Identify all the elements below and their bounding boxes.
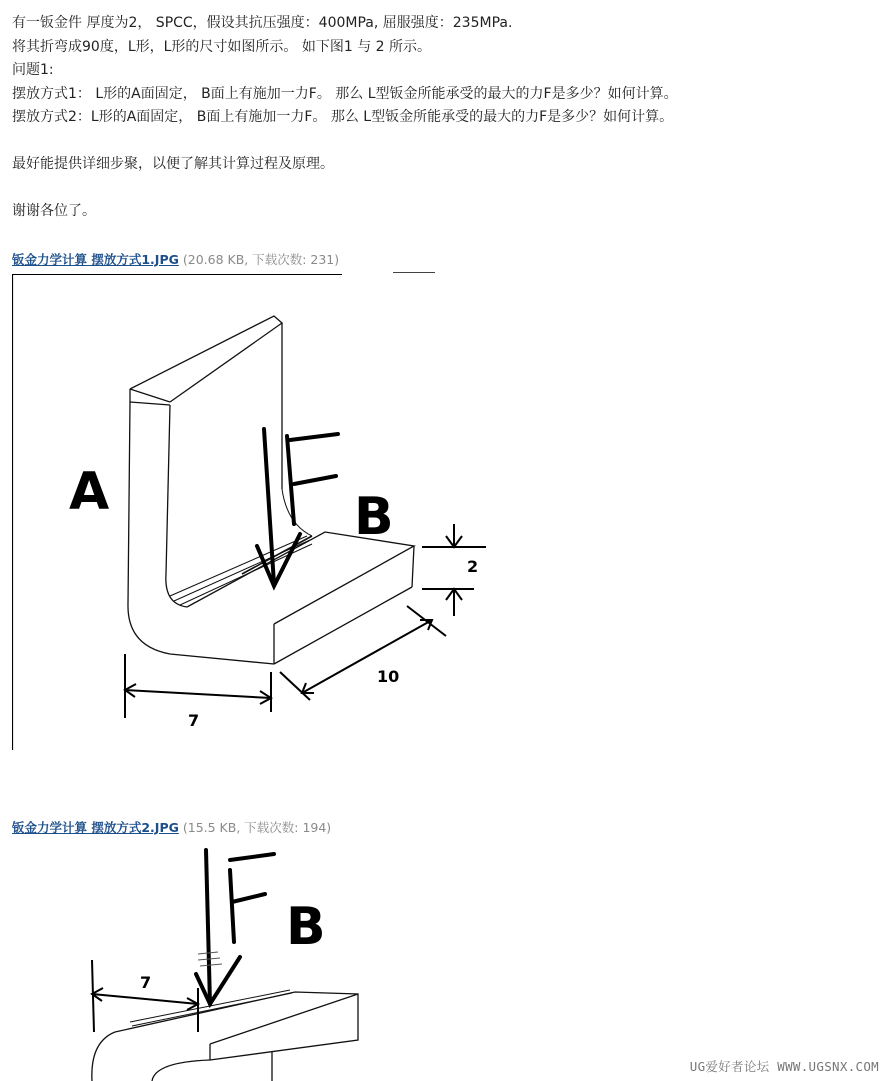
l-bracket-drawing: [92, 990, 358, 1081]
blank-line: [12, 130, 872, 154]
post-line: 谢谢各位了。: [12, 203, 96, 219]
attachment-1: [12, 250, 339, 268]
divider: [393, 272, 435, 273]
attachment-1-image[interactable]: [12, 274, 532, 754]
post-content: [12, 12, 872, 224]
post-line: 有一钣金件 厚度为2， SPCC，假设其抗压强度：400MPa, 屈服强度：235MPa.: [12, 15, 513, 31]
label-a: A: [69, 462, 110, 522]
post-line: 摆放方式1： L形的A面固定， B面上有施加一力F。 那么 L型钣金所能承受的最大的力F是多少？如何计算。: [12, 85, 678, 102]
post-line: 最好能提供详细步聚，以便了解其计算过程及原理。: [12, 156, 334, 172]
dim-width-text: 7: [140, 973, 152, 992]
dim-thickness-text: 2: [467, 557, 479, 576]
attachment-2-meta: (15.5 KB, 下载次数: 194): [182, 820, 332, 835]
attachment-2-image[interactable]: [60, 842, 380, 1081]
force-arrow: [196, 850, 274, 1004]
dim-length-text: 10: [377, 667, 400, 686]
attachment-1-link[interactable]: 钣金力学计算 摆放方式1.JPG: [12, 252, 179, 267]
post-line: 将其折弯成90度，L形，L形的尺寸如图所示。 如下图1 与 2 所示。: [12, 38, 432, 55]
dimension-width: [125, 654, 271, 718]
dimension-width: [92, 960, 198, 1032]
post-line: 摆放方式2：L形的A面固定， B面上有施加一力F。 那么 L型钣金所能承受的最大的力F是多少？如何计算。: [12, 109, 674, 125]
forum-watermark: UG爱好者论坛 WWW.UGSNX.COM: [689, 1059, 879, 1074]
label-b: B: [286, 897, 326, 957]
attachment-2: [12, 818, 331, 836]
label-b: B: [354, 487, 394, 547]
dim-width-text: 7: [188, 711, 200, 730]
attachment-2-link[interactable]: 钣金力学计算 摆放方式2.JPG: [12, 820, 179, 835]
attachment-1-meta: (20.68 KB, 下载次数: 231): [182, 252, 340, 267]
blank-line: [12, 177, 872, 201]
dimension-length: [280, 606, 446, 700]
post-line: 问题1:: [12, 62, 54, 78]
